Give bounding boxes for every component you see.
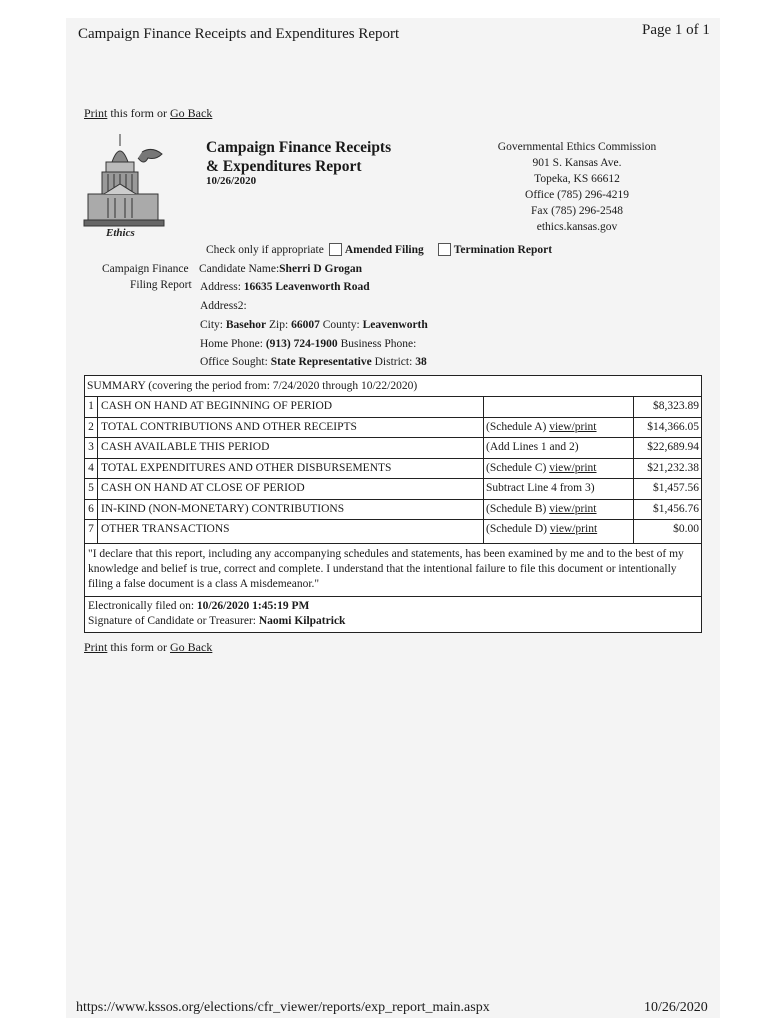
print-link[interactable]: Print [84,106,108,120]
district-label: District: [374,356,413,368]
candidate-name: Sherri D Grogan [279,263,362,275]
page-number: Page 1 of 1 [642,22,710,38]
filed-on-value: 10/26/2020 1:45:19 PM [196,600,310,612]
nav-text: this form or [110,106,168,120]
report-title-line1: Campaign Finance Receipts [206,139,392,156]
amended-filing-label: Amended Filing [344,243,424,256]
city-row [200,319,428,331]
summary-row [85,438,701,459]
row-description: IN-KIND (NON-MONETARY) CONTRIBUTIONS [98,500,484,520]
row-number: 1 [85,397,98,417]
summary-row [85,479,701,500]
zip-label: Zip: [269,319,289,331]
row-amount: $14,366.05 [647,420,699,433]
header-title: Campaign Finance Receipts and Expenditures Report [78,26,400,42]
agency-name: Governmental Ethics Commission [497,141,657,153]
row-schedule [484,418,634,438]
phone-row [200,338,416,350]
row-description: CASH ON HAND AT BEGINNING OF PERIOD [98,397,484,417]
nav-links-bottom [84,640,212,655]
agency-city: Topeka, KS 66612 [534,173,620,185]
row-schedule [484,520,634,543]
declaration-text: "I declare that this report, including any accompanying schedules and statements, has been examined by me and to the best of my knowledge and belief is true, correct and complete. I understand that the intentional failure to file this document or intentionally filing a false document is a class A misdemeanor." [85,544,701,597]
go-back-link[interactable]: Go Back [170,106,213,120]
county-value: Leavenworth [362,319,428,331]
termination-report-label: Termination Report [453,243,553,256]
agency-street: 901 S. Kansas Ave. [532,157,622,169]
row-schedule [484,500,634,520]
row-amount: $21,232.38 [647,461,699,474]
agency-address-block [482,139,672,235]
view-print-link[interactable]: view/print [549,523,598,535]
row-description: TOTAL EXPENDITURES AND OTHER DISBURSEMENTS [98,459,484,479]
go-back-link[interactable]: Go Back [170,640,213,654]
address2-row [200,300,247,312]
row-schedule [484,397,634,417]
row-number: 4 [85,459,98,479]
signature-row [88,614,698,629]
schedule-label: (Schedule B) [486,502,547,515]
row-schedule [484,459,634,479]
signature-label: Signature of Candidate or Treasurer: [88,615,256,627]
candidate-name-row [199,263,362,275]
agency-office-phone: Office (785) 296-4219 [525,189,629,201]
filed-on-label: Electronically filed on: [88,600,195,612]
report-title [206,138,391,176]
row-amount: $0.00 [673,523,699,535]
row-schedule [484,479,634,499]
row-description: TOTAL CONTRIBUTIONS AND OTHER RECEIPTS [98,418,484,438]
row-description: CASH ON HAND AT CLOSE OF PERIOD [98,479,484,499]
row-number: 6 [85,500,98,520]
office-label: Office Sought: [200,356,268,368]
address-value: 16635 Leavenworth Road [243,281,370,293]
footer-url: https://www.kssos.org/elections/cfr_viewer/reports/exp_report_main.aspx [76,1000,490,1015]
print-link[interactable]: Print [84,640,108,654]
row-description: CASH AVAILABLE THIS PERIOD [98,438,484,458]
summary-row [85,459,701,480]
nav-text: this form or [110,640,168,654]
row-number: 7 [85,520,98,543]
capitol-logo [82,132,170,242]
summary-row [85,418,701,439]
business-phone-label: Business Phone: [340,338,417,350]
district-value: 38 [415,356,427,368]
row-schedule [484,438,634,458]
row-number: 3 [85,438,98,458]
office-value: State Representative [270,356,372,368]
filed-on-row [88,599,698,614]
summary-row [85,397,701,418]
agency-fax: Fax (785) 296-2548 [531,205,623,217]
office-row [200,356,427,368]
side-label-line1: Campaign Finance [102,263,189,275]
address-row [200,281,370,293]
candidate-name-label: Candidate Name: [199,263,280,275]
summary-row [85,520,701,544]
footer-date: 10/26/2020 [644,1000,708,1015]
nav-links-top [84,106,212,121]
row-amount: $1,456.76 [653,502,699,515]
home-phone-value: (913) 724-1900 [265,338,338,350]
svg-text:Ethics: Ethics [106,227,135,239]
city-label: City: [200,319,224,331]
view-print-link[interactable]: view/print [549,502,597,515]
row-description: OTHER TRANSACTIONS [98,520,484,543]
filing-info [85,597,701,632]
schedule-label: (Add Lines 1 and 2) [486,441,579,453]
row-amount: $8,323.89 [653,400,699,412]
zip-value: 66007 [291,319,320,331]
report-title-line2: & Expenditures Report [206,158,362,175]
city-value: Basehor [225,319,267,331]
row-number: 2 [85,418,98,438]
address2-label: Address2: [200,300,247,312]
report-date: 10/26/2020 [206,175,257,187]
termination-report-checkbox[interactable] [438,243,451,256]
schedule-label: (Schedule D) [486,523,547,535]
schedule-label: (Schedule C) [486,461,547,474]
view-print-link[interactable]: view/print [549,420,597,433]
row-amount: $1,457.56 [653,482,699,494]
address-label: Address: [200,281,241,293]
schedule-label: (Schedule A) [486,420,547,433]
amended-filing-checkbox[interactable] [329,243,342,256]
agency-website: ethics.kansas.gov [536,221,618,233]
filing-options-prompt: Check only if appropriate [206,243,324,256]
summary-heading: SUMMARY (covering the period from: 7/24/2020 through 10/22/2020) [85,376,701,397]
home-phone-label: Home Phone: [200,338,263,350]
view-print-link[interactable]: view/print [549,461,597,474]
signature-value: Naomi Kilpatrick [258,615,346,627]
row-amount: $22,689.94 [647,441,699,453]
summary-row [85,500,701,521]
schedule-label: Subtract Line 4 from 3) [486,482,595,494]
filing-options-row [206,243,552,256]
summary-table [84,375,702,633]
side-label-line2: Filing Report [130,279,192,291]
row-number: 5 [85,479,98,499]
county-label: County: [322,319,360,331]
